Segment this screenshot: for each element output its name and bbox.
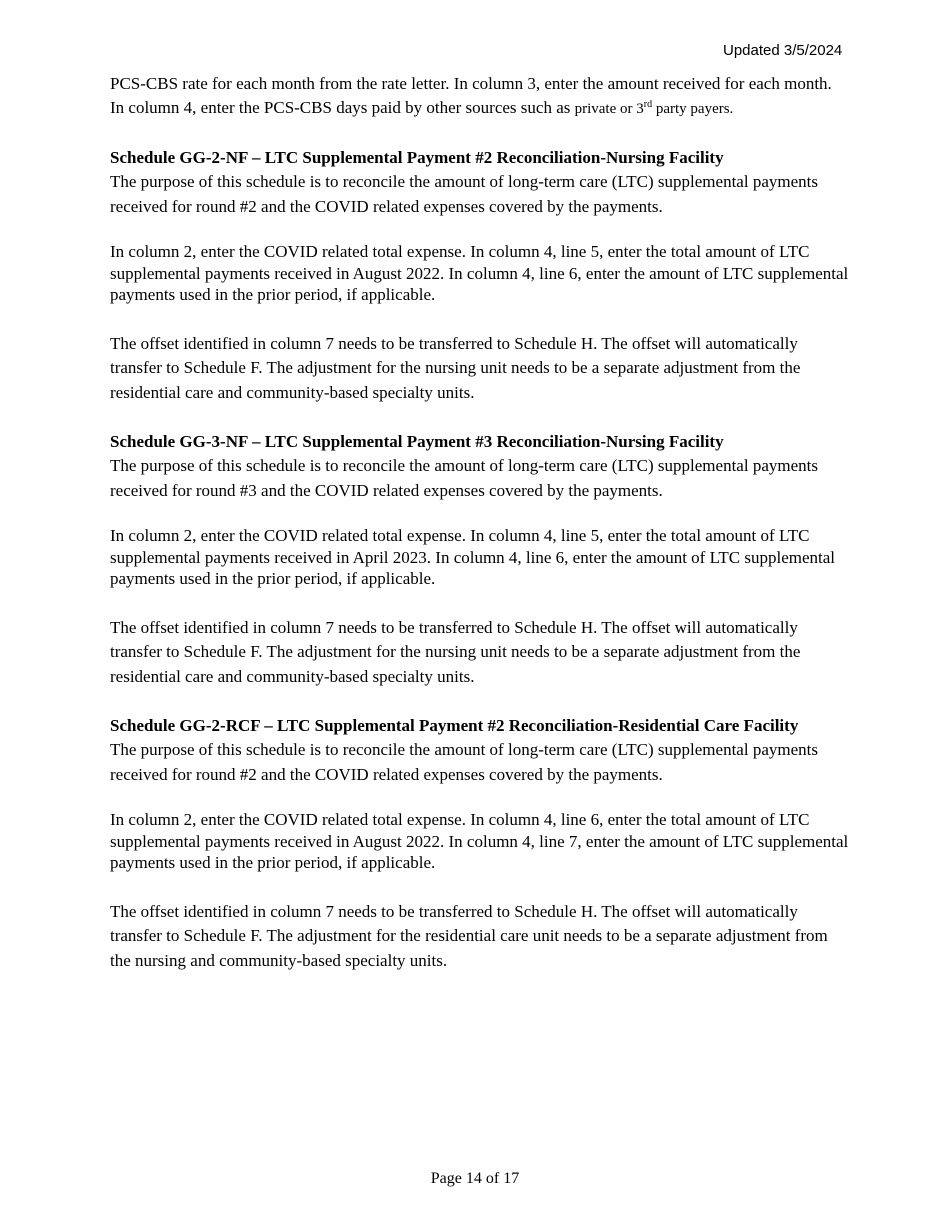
- intro-text: PCS-CBS rate for each month from the rate letter. In column 3, enter the amount received for each month. In column 4, enter the PCS-CBS days paid by other sources such as: [110, 74, 832, 117]
- document-body: [110, 72, 850, 973]
- section-heading: Schedule GG-2-NF – LTC Supplemental Payment #2 Reconciliation-Nursing Facility: [110, 148, 724, 167]
- section-heading: Schedule GG-3-NF – LTC Supplemental Payment #3 Reconciliation-Nursing Facility: [110, 432, 724, 451]
- intro-text-end: party payers.: [652, 101, 734, 117]
- purpose-paragraph: The purpose of this schedule is to reconcile the amount of long-term care (LTC) supplemental payments received for round #2 and the COVID related expenses covered by the payments.: [110, 172, 818, 216]
- offset-paragraph: The offset identified in column 7 needs to be transferred to Schedule H. The offset will automatically transfer to Schedule F. The adjustment for the nursing unit needs to be a separate adjustment from the residential care and community-based specialty units.: [110, 333, 801, 402]
- purpose-paragraph: The purpose of this schedule is to reconcile the amount of long-term care (LTC) supplemental payments received for round #2 and the COVID related expenses covered by the payments.: [110, 740, 818, 784]
- offset-paragraph: The offset identified in column 7 needs to be transferred to Schedule H. The offset will automatically transfer to Schedule F. The adjustment for the residential care unit needs to be a separate adjustment from the nursing and community-based specialty units.: [110, 901, 828, 970]
- section-heading: Schedule GG-2-RCF – LTC Supplemental Payment #2 Reconciliation-Residential Care Facility: [110, 716, 799, 735]
- section-gg-3-nf: [110, 430, 850, 689]
- ordinal-superscript: rd: [643, 99, 653, 110]
- intro-paragraph: [110, 72, 850, 121]
- instructions-paragraph: In column 2, enter the COVID related total expense. In column 4, line 5, enter the total amount of LTC supplemental payments received in August 2022. In column 4, line 6, enter the amount of LTC supplemental payments used in the prior period, if applicable.: [110, 242, 849, 304]
- page-number: Page 14 of 17: [430, 1170, 520, 1187]
- instructions-paragraph: In column 2, enter the COVID related total expense. In column 4, line 6, enter the total amount of LTC supplemental payments received in August 2022. In column 4, line 7, enter the amount of LTC supplemental payments used in the prior period, if applicable.: [110, 810, 849, 872]
- updated-date: Updated 3/5/2024: [723, 42, 843, 59]
- purpose-paragraph: The purpose of this schedule is to reconcile the amount of long-term care (LTC) supplemental payments received for round #3 and the COVID related expenses covered by the payments.: [110, 456, 818, 500]
- section-gg-2-rcf: [110, 714, 850, 973]
- offset-paragraph: The offset identified in column 7 needs to be transferred to Schedule H. The offset will automatically transfer to Schedule F. The adjustment for the nursing unit needs to be a separate adjustment from the residential care and community-based specialty units.: [110, 617, 801, 686]
- instructions-paragraph: In column 2, enter the COVID related total expense. In column 4, line 5, enter the total amount of LTC supplemental payments received in April 2023. In column 4, line 6, enter the amount of LTC supplemental payments used in the prior period, if applicable.: [110, 526, 836, 588]
- section-gg-2-nf: [110, 146, 850, 405]
- intro-text-small: private or 3: [574, 101, 644, 117]
